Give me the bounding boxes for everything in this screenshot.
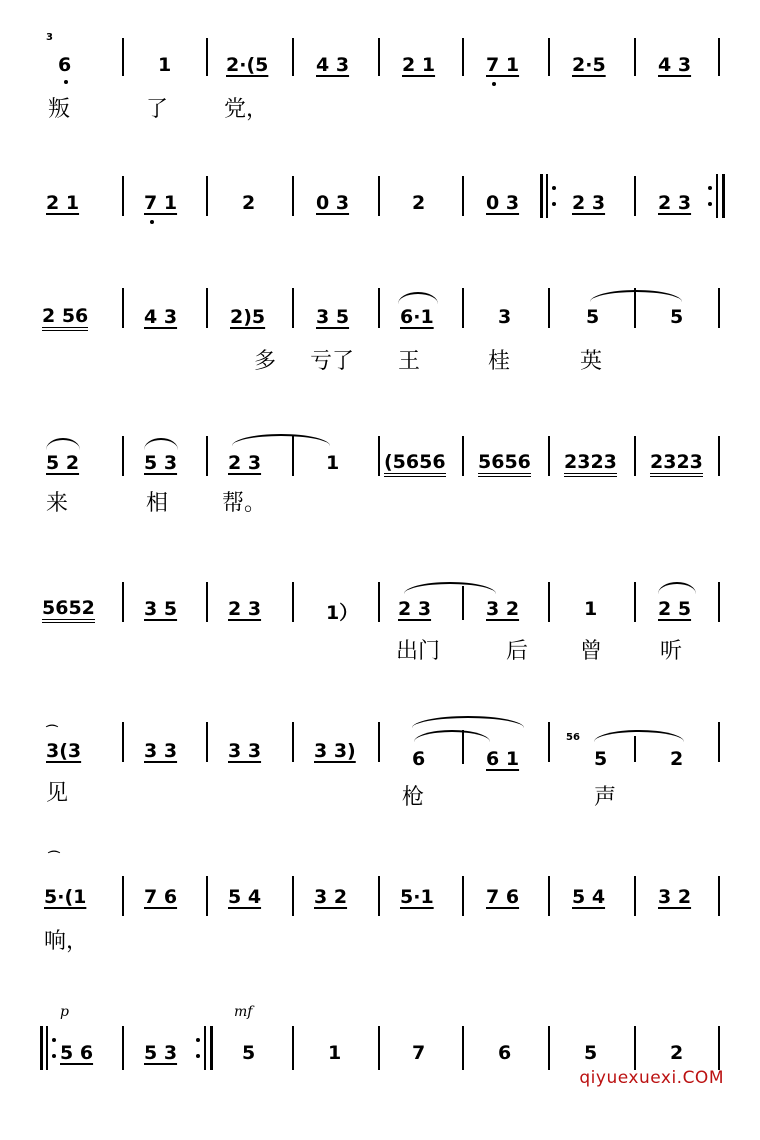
note-group: 6	[58, 54, 72, 76]
lyric: 王	[398, 349, 421, 374]
note-group: 5 2	[46, 452, 80, 474]
barline	[548, 436, 550, 476]
octave-dot	[492, 82, 496, 86]
note-group: 1	[158, 54, 172, 76]
note-group: 5	[670, 306, 684, 328]
note-group: 5652	[42, 598, 95, 623]
slur	[590, 290, 682, 302]
repeat-end-barline	[210, 1026, 213, 1070]
site-watermark: qiyuexuexi.COM	[579, 1068, 724, 1088]
note-group: 6	[498, 1042, 512, 1064]
repeat-end-barline	[204, 1026, 206, 1070]
note-group: 5 3	[144, 452, 178, 474]
note-group: 3 2	[658, 886, 692, 908]
barline	[292, 1026, 294, 1070]
barline	[378, 582, 380, 622]
lyric: 出门	[396, 639, 441, 664]
note-group: 2 3	[228, 452, 262, 474]
lyric: 曾	[580, 639, 603, 664]
note-group: 0 3	[486, 192, 520, 214]
lyric: 帮。	[222, 491, 267, 516]
note-group: 6	[412, 748, 426, 770]
barline	[122, 722, 124, 762]
barline	[292, 38, 294, 76]
slur	[46, 438, 80, 450]
barline	[548, 288, 550, 328]
repeat-dot	[52, 1054, 56, 1058]
barline	[634, 736, 636, 762]
barline	[462, 586, 464, 620]
slur	[404, 582, 496, 594]
slur	[658, 582, 696, 594]
note-group: 3 5	[316, 306, 350, 328]
note-group: 1	[326, 452, 340, 474]
note-group: 6·1	[400, 306, 434, 328]
note-group: 4 3	[658, 54, 692, 76]
lyric: 桂	[488, 349, 511, 374]
note-group: 2 3	[658, 192, 692, 214]
barline	[292, 582, 294, 622]
barline	[718, 38, 720, 76]
barline	[378, 876, 380, 916]
note-group: 3(3	[46, 740, 82, 762]
note-group: 2·(5	[226, 54, 269, 76]
barline	[462, 288, 464, 328]
note-group: 2 3	[572, 192, 606, 214]
note-group: 2323	[650, 452, 703, 477]
barline	[718, 876, 720, 916]
barline	[634, 1026, 636, 1070]
note-group: 5	[594, 748, 608, 770]
note-group: 4 3	[316, 54, 350, 76]
dynamic-marking: p	[60, 1004, 69, 1020]
octave-dot	[150, 220, 154, 224]
barline	[122, 582, 124, 622]
barline	[462, 436, 464, 476]
note-group: 2 3	[398, 598, 432, 620]
score-line-5	[0, 576, 760, 716]
barline	[206, 876, 208, 916]
note-group: 7	[412, 1042, 426, 1064]
barline	[122, 876, 124, 916]
barline	[122, 288, 124, 328]
note-group: 2 1	[402, 54, 436, 76]
note-group: 5 4	[228, 886, 262, 908]
barline	[718, 288, 720, 328]
note-group: 3 5	[144, 598, 178, 620]
barline	[206, 176, 208, 216]
score-line-1	[0, 30, 760, 170]
lyric: 党，	[224, 97, 269, 122]
repeat-dot	[52, 1038, 56, 1042]
barline	[462, 176, 464, 216]
lyric: 见	[46, 781, 69, 806]
note-group: 5·(1	[44, 886, 87, 908]
note-group: 5	[584, 1042, 598, 1064]
barline	[378, 722, 380, 762]
lyric: 来	[46, 491, 69, 516]
barline	[634, 876, 636, 916]
slur	[144, 438, 178, 450]
barline	[462, 876, 464, 916]
barline	[378, 436, 380, 476]
barline	[378, 38, 380, 76]
barline	[634, 436, 636, 476]
note-group: 2 1	[46, 192, 80, 214]
lyric: 英	[580, 349, 603, 374]
repeat-start-barline	[40, 1026, 43, 1070]
barline	[292, 288, 294, 328]
grace-note: 3	[46, 32, 53, 43]
note-group: 2 3	[228, 598, 262, 620]
barline	[548, 722, 550, 762]
note-group: 0 3	[316, 192, 350, 214]
note-group: 2 56	[42, 306, 88, 331]
barline	[378, 1026, 380, 1070]
lyric: 叛	[48, 97, 71, 122]
barline	[206, 722, 208, 762]
barline	[122, 38, 124, 76]
note-group: 5656	[478, 452, 531, 477]
slur	[412, 716, 524, 728]
note-group: 2·5	[572, 54, 606, 76]
barline	[206, 582, 208, 622]
note-group: 2323	[564, 452, 617, 477]
note-group: 7 6	[486, 886, 520, 908]
barline	[718, 582, 720, 622]
repeat-end-barline	[722, 174, 725, 218]
repeat-dot	[708, 186, 712, 190]
slur	[232, 434, 330, 446]
repeat-start-barline	[46, 1026, 48, 1070]
barline	[634, 38, 636, 76]
barline	[292, 722, 294, 762]
lyric: 多	[254, 349, 277, 374]
repeat-dot	[552, 202, 556, 206]
grace-note: 56	[566, 732, 580, 743]
octave-dot	[64, 80, 68, 84]
repeat-dot	[708, 202, 712, 206]
lyric: 了	[146, 97, 169, 122]
note-group: (5656	[384, 452, 446, 477]
lyric: 枪	[402, 785, 425, 810]
repeat-start-barline	[540, 174, 543, 218]
barline	[462, 1026, 464, 1070]
barline	[634, 176, 636, 216]
note-group: 5 3	[144, 1042, 178, 1064]
slur	[414, 730, 490, 742]
barline	[548, 876, 550, 916]
score-line-7	[0, 848, 760, 988]
note-group: 7 6	[144, 886, 178, 908]
repeat-start-barline	[546, 174, 548, 218]
note-group: 6 1	[486, 748, 520, 770]
note-group: 2	[670, 1042, 684, 1064]
lyric: 听	[660, 639, 683, 664]
repeat-end-barline	[716, 174, 718, 218]
fermata-icon: ⌒	[46, 724, 59, 738]
dynamic-marking: mf	[234, 1004, 253, 1020]
score-line-3	[0, 282, 760, 422]
barline	[718, 722, 720, 762]
note-group: 1	[328, 1042, 342, 1064]
barline	[462, 730, 464, 764]
note-group: 3 2	[486, 598, 520, 620]
barline	[122, 436, 124, 476]
note-group: 4 3	[144, 306, 178, 328]
score-line-6	[0, 716, 760, 856]
barline	[548, 38, 550, 76]
barline	[122, 1026, 124, 1070]
note-group: 2)5	[230, 306, 266, 328]
note-group: 3 3	[228, 740, 262, 762]
note-group: 5	[242, 1042, 256, 1064]
note-group: 2	[412, 192, 426, 214]
slur	[398, 292, 438, 304]
note-group: 5·1	[400, 886, 434, 908]
barline	[292, 176, 294, 216]
lyric: 响，	[44, 929, 89, 954]
note-group: 7 1	[486, 54, 520, 76]
note-group: 2	[242, 192, 256, 214]
barline	[462, 38, 464, 76]
fermata-icon: ⌒	[48, 850, 61, 864]
note-group: 2	[670, 748, 684, 770]
lyric: 声	[594, 785, 617, 810]
lyric: 相	[146, 491, 169, 516]
barline	[378, 288, 380, 328]
barline	[718, 436, 720, 476]
barline	[548, 1026, 550, 1070]
barline	[206, 288, 208, 328]
barline	[548, 582, 550, 622]
note-group: 3 3	[144, 740, 178, 762]
note-group: 1）	[326, 602, 359, 624]
barline	[292, 436, 294, 476]
barline	[378, 176, 380, 216]
note-group: 3 3)	[314, 740, 356, 762]
barline	[634, 288, 636, 328]
barline	[292, 876, 294, 916]
slur	[594, 730, 684, 742]
note-group: 3 2	[314, 886, 348, 908]
barline	[122, 176, 124, 216]
lyric: 后	[506, 639, 529, 664]
barline	[634, 582, 636, 622]
barline	[206, 436, 208, 476]
barline	[206, 38, 208, 76]
note-group: 5	[586, 306, 600, 328]
barline	[718, 1026, 720, 1070]
note-group: 1	[584, 598, 598, 620]
note-group: 5 4	[572, 886, 606, 908]
lyric: 亏了	[310, 349, 355, 374]
note-group: 5 6	[60, 1042, 94, 1064]
note-group: 3	[498, 306, 512, 328]
repeat-dot	[552, 186, 556, 190]
note-group: 2 5	[658, 598, 692, 620]
score-line-4	[0, 430, 760, 570]
repeat-dot	[196, 1054, 200, 1058]
repeat-dot	[196, 1038, 200, 1042]
note-group: 7 1	[144, 192, 178, 214]
